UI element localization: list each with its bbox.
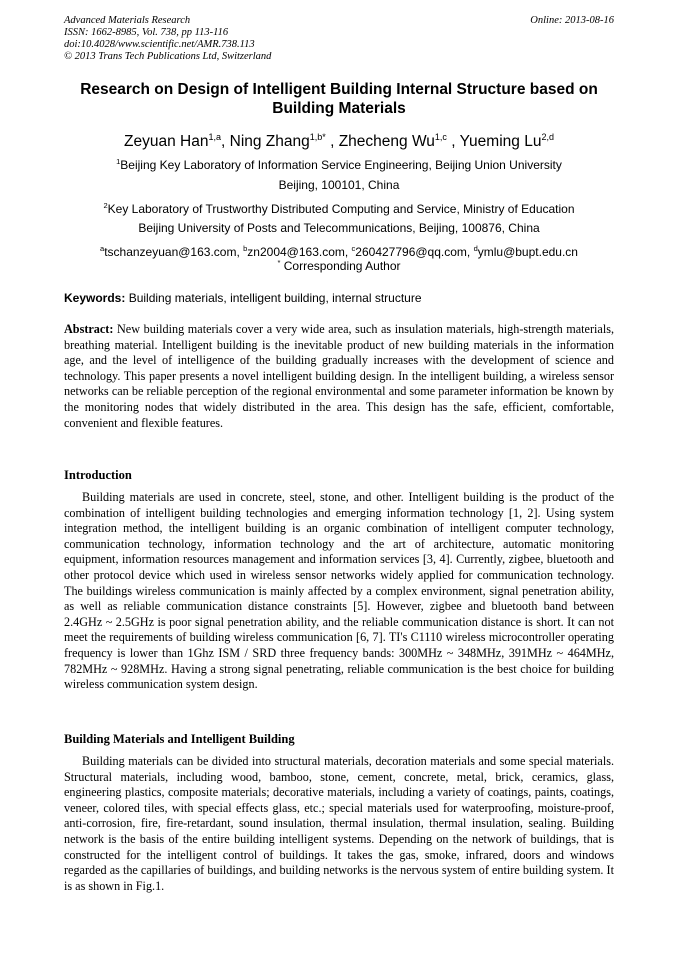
section-heading-introduction: Introduction [64, 468, 132, 482]
author-superscript: 1,a [208, 132, 221, 142]
abstract-text: New building materials cover a very wide area, such as insulation materials, high-strength materials, breathing material. Intelligent building is the inevitable product of new building materials in the information age, and the level of intelligence of the building gradually increases with the development of science and technology. This paper presents a novel intelligent building design. In the intelligent building, a wireless sensor networks can be reliable perception of the regional environmental and some parameter information be known by the monitoring nodes that widely distributed in the area. This design has the safe, efficient, comfortable, convenient and flexible features. [64, 322, 614, 430]
author-name: Zhecheng Wu [338, 133, 435, 151]
doi-line: doi:10.4028/www.scientific.net/AMR.738.113 [64, 39, 255, 50]
affiliation-text: Beijing Key Laboratory of Information Service Engineering, Beijing Union University [120, 158, 562, 172]
author-separator: , [221, 133, 230, 151]
email-address: 260427796@qq.com, [355, 245, 474, 259]
email-address: ymlu@bupt.edu.cn [477, 245, 578, 259]
email-superscript: a [100, 244, 105, 253]
corresponding-text: Corresponding Author [280, 259, 401, 273]
affiliation-text: Key Laboratory of Trustworthy Distributed Computing and Service, Ministry of Education [107, 202, 575, 216]
author-separator: , [325, 133, 339, 151]
building-materials-paragraph [64, 754, 614, 894]
affiliation-1 [40, 155, 638, 172]
affiliation-2-address: Beijing University of Posts and Telecommunications, Beijing, 100876, China [138, 221, 540, 235]
keywords-text: Building materials, intelligent building, internal structure [125, 291, 422, 305]
email-superscript: b [243, 244, 248, 253]
journal-header [64, 15, 271, 63]
affiliation-2 [40, 199, 638, 216]
email-address: zn2004@163.com, [247, 245, 352, 259]
title-line-1: Research on Design of Intelligent Building Internal Structure based on [80, 81, 598, 98]
author-superscript: 1,c [434, 132, 447, 142]
author-superscript: 2,d [541, 132, 554, 142]
affiliation-superscript: 2 [103, 201, 108, 210]
author-name: Zeyuan Han [124, 133, 209, 151]
author-name: Ning Zhang [229, 133, 310, 151]
building-materials-text: Building materials can be divided into structural materials, decoration materials and some special materials. Structural materials, including wood, bamboo, stone, cement, concrete, metal, brick, ceramics, glass, engineering plastics, composite materials; decorative materials, including a variety of coatings, paints, coatings, veneer, colored tiles, with special effects glass, etc.; special materials used for waterproofing, moisture-proof, anti-corrosion, fire, fire-retardant, sound insulation, thermal insulation, thermal insulation, sealing. Building network is the basis of the entire building intelligent systems. Depending on the network of buildings, that is constructed for the intelligent control of buildings. It takes the gas, smoke, infrared, doors and windows regarded as the capillaries of buildings, and building networks is the nervous system of entire building system. It is as shown in Fig.1. [64, 754, 614, 893]
title-line-2: Building Materials [272, 100, 406, 117]
author-name: Yueming Lu [459, 133, 542, 151]
abstract-label: Abstract: [64, 322, 114, 336]
abstract [64, 322, 614, 431]
introduction-text: Building materials are used in concrete, steel, stone, and other. Intelligent building is the product of the combination of intelligent building technologies and emerging information technology [1, 2]. Using system integration method, the intelligent building is an organic combination of intelligent computer technology, communication technology, information technology and the art of architecture, automatic monitoring equipment, information resources management and information services [3, 4]. Currently, zigbee, bluetooth and other protocol device which used in wireless sensor networks widely applied for communication technology. The buildings wireless communication is mainly affected by a complex environment, signal penetration ability, as well as reliable communication distance constraints [5]. However, zigbee and bluetooth band between 2.4GHz ~ 2.5GHz is poor signal penetration ability, and the reliable communication distance is short. It can not meet the requirements of building wireless communication [6, 7]. TI's C1110 wireless microcontroller operating frequency is lower than 1Ghz ISM / SRD three frequency bands: 300MHz ~ 348MHz, 391MHz ~ 464MHz, 782MHz ~ 928MHz. Having a strong signal penetrating, reliable communication is the best choice for building wireless communication system design. [64, 490, 614, 692]
author-list [40, 127, 638, 152]
section-heading-building-materials: Building Materials and Intelligent Building [64, 732, 295, 746]
keywords [64, 291, 422, 305]
author-superscript: 1,b* [309, 132, 326, 142]
email-address: tschanzeyuan@163.com, [104, 245, 244, 259]
affiliation-superscript: 1 [116, 157, 121, 166]
email-superscript: d [473, 244, 478, 253]
keywords-label: Keywords: [64, 291, 126, 305]
online-date: Online: 2013-08-16 [530, 15, 614, 26]
paper-title [40, 80, 638, 118]
issn-line: ISSN: 1662-8985, Vol. 738, pp 113-116 [64, 27, 229, 38]
email-superscript: c [351, 244, 356, 253]
corresponding-superscript: * [277, 258, 281, 267]
copyright-line: © 2013 Trans Tech Publications Ltd, Switzerland [64, 51, 272, 62]
corresponding-author-note [40, 256, 638, 273]
author-separator: , [446, 133, 460, 151]
introduction-paragraph [64, 490, 614, 693]
affiliation-1-address: Beijing, 100101, China [278, 178, 400, 192]
journal-name: Advanced Materials Research [64, 15, 191, 26]
